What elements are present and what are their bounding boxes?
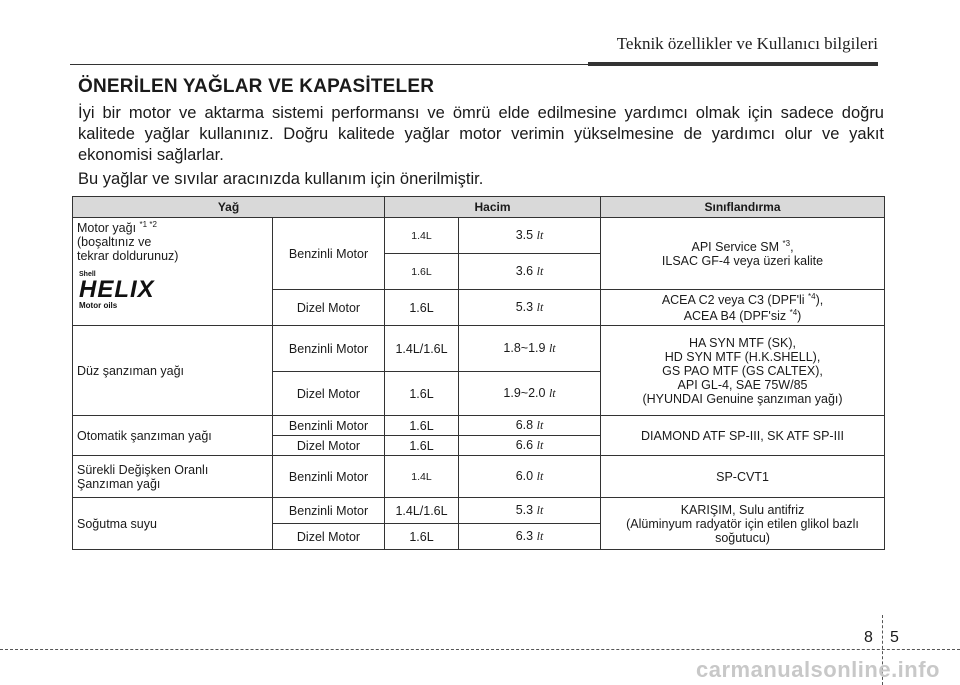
volume-cell [459, 416, 601, 436]
engine-type: Benzinli Motor [273, 456, 385, 498]
watermark: carmanualsonline.info [696, 657, 940, 682]
engine-type: Benzinli Motor [273, 498, 385, 524]
oil-type: Otomatik şanzıman yağı [73, 416, 273, 456]
oil-type: Soğutma suyu [73, 498, 273, 550]
unit-label: lt [536, 228, 544, 242]
classification-line: ILSAC GF-4 veya üzeri kalite [661, 254, 824, 269]
engine-size: 1.4L/1.6L [385, 498, 459, 524]
unit-label: lt [536, 264, 544, 278]
unit-label: lt [536, 418, 544, 432]
intro-paragraph: İyi bir motor ve aktarma sistemi performansı ve ömrü elde edilmesine yardımcı olmak için sadece doğru kalitede yağlar kullanınız. Doğru kalitede yağlar motor verimin yükselmesine de yardımcı olur ve yakıt ekonomisi sağlarlar. [78, 104, 884, 164]
volume-cell [459, 254, 601, 290]
volume-cell [459, 498, 601, 524]
engine-type: Dizel Motor [273, 290, 385, 326]
engine-oil-note-1: (boşaltınız ve [77, 235, 152, 250]
engine-type: Dizel Motor [273, 372, 385, 416]
unit-label: lt [536, 529, 544, 543]
engine-size: 1.6L [385, 254, 459, 290]
engine-oil-label: Motor yağı [77, 221, 137, 236]
unit-label: lt [536, 469, 544, 483]
volume-cell [459, 436, 601, 456]
logo-subtitle: Motor oils [79, 301, 118, 311]
section-title: ÖNERİLEN YAĞLAR VE KAPASİTELER [78, 76, 435, 97]
header-oil: Yağ [73, 197, 385, 218]
engine-oil-note-2: tekrar doldurunuz) [77, 249, 179, 264]
oil-type [73, 456, 273, 498]
engine-oil-footnote: *1 *2 [139, 220, 157, 229]
logo-brand: Shell [79, 271, 96, 279]
classification-line: HD SYN MTF (H.K.SHELL), [664, 349, 821, 364]
header-volume: Hacim [385, 197, 601, 218]
header-rule-accent [588, 62, 878, 66]
classification-line-end: , [790, 240, 794, 255]
page-number-chapter: 8 [864, 629, 873, 646]
classification-line: API GL-4, SAE 75W/85 [677, 377, 808, 392]
volume-value: 6.6 [515, 438, 534, 452]
volume-cell [459, 456, 601, 498]
classification-cell: SP-CVT1 [601, 456, 885, 498]
classification-cell: DIAMOND ATF SP-III, SK ATF SP-III [601, 416, 885, 456]
engine-size: 1.4L [385, 456, 459, 498]
engine-size: 1.6L [385, 436, 459, 456]
table-row [73, 498, 885, 524]
table-header-row [73, 197, 885, 218]
header-title: Teknik özellikler ve Kullanıcı bilgileri [616, 34, 878, 53]
engine-oil-cell [73, 218, 273, 326]
shell-helix-logo [79, 271, 155, 310]
volume-value: 3.5 [515, 228, 534, 242]
table-row [73, 218, 885, 254]
volume-value: 6.0 [515, 469, 534, 483]
header-classification: Sınıflandırma [601, 197, 885, 218]
classification-footnote: *4 [789, 307, 798, 317]
bottom-rule [0, 649, 960, 650]
classification-line: API Service SM [691, 240, 780, 255]
volume-value: 6.3 [515, 529, 534, 543]
engine-type: Benzinli Motor [273, 218, 385, 290]
table-row [73, 416, 885, 436]
unit-label: lt [548, 341, 556, 355]
unit-label: lt [536, 300, 544, 314]
classification-line: (Alüminyum radyatör için etilen glikol bazlı [626, 516, 859, 531]
classification-line: ACEA B4 (DPF'siz [683, 308, 787, 323]
unit-label: lt [548, 386, 556, 400]
oil-type-line: Şanzıman yağı [77, 476, 161, 491]
classification-cell [601, 326, 885, 416]
table-row [73, 326, 885, 372]
volume-value: 5.3 [515, 300, 534, 314]
classification-cell [601, 290, 885, 326]
engine-size: 1.6L [385, 524, 459, 550]
volume-cell [459, 372, 601, 416]
logo-product: HELIX [79, 276, 155, 304]
engine-size: 1.4L/1.6L [385, 326, 459, 372]
volume-value: 6.8 [515, 418, 534, 432]
classification-line: KARIŞIM, Sulu antifriz [680, 502, 805, 517]
volume-cell [459, 524, 601, 550]
oil-capacity-table [72, 196, 885, 550]
unit-label: lt [536, 438, 544, 452]
classification-footnote: *4 [808, 292, 816, 302]
classification-line: ACEA C2 veya C3 (DPF'li [661, 293, 805, 308]
engine-type: Dizel Motor [273, 524, 385, 550]
engine-size: 1.6L [385, 416, 459, 436]
volume-value: 3.6 [515, 264, 534, 278]
volume-cell [459, 218, 601, 254]
classification-line: (HYUNDAI Genuine şanzıman yağı) [642, 391, 843, 406]
volume-cell [459, 326, 601, 372]
unit-label: lt [536, 503, 544, 517]
classification-line: soğutucu) [715, 530, 770, 545]
engine-type: Dizel Motor [273, 436, 385, 456]
classification-cell [601, 498, 885, 550]
classification-line-end: ), [815, 293, 824, 308]
volume-value: 5.3 [515, 503, 534, 517]
oil-type-line: Sürekli Değişken Oranlı [77, 462, 209, 477]
engine-type: Benzinli Motor [273, 326, 385, 372]
volume-cell [459, 290, 601, 326]
classification-line: HA SYN MTF (SK), [689, 335, 796, 350]
page-number-page: 5 [890, 629, 899, 646]
volume-value: 1.9~2.0 [503, 386, 546, 400]
classification-cell [601, 218, 885, 290]
engine-type: Benzinli Motor [273, 416, 385, 436]
classification-footnote: *3 [782, 238, 791, 248]
oil-type: Düz şanzıman yağı [73, 326, 273, 416]
intro-paragraph-2: Bu yağlar ve sıvılar aracınızda kullanım için önerilmiştir. [78, 170, 484, 188]
classification-line-end: ) [797, 308, 802, 323]
engine-size: 1.4L [385, 218, 459, 254]
classification-line: GS PAO MTF (GS CALTEX), [662, 363, 823, 378]
engine-size: 1.6L [385, 290, 459, 326]
volume-value: 1.8~1.9 [503, 341, 546, 355]
engine-size: 1.6L [385, 372, 459, 416]
table-row [73, 456, 885, 498]
